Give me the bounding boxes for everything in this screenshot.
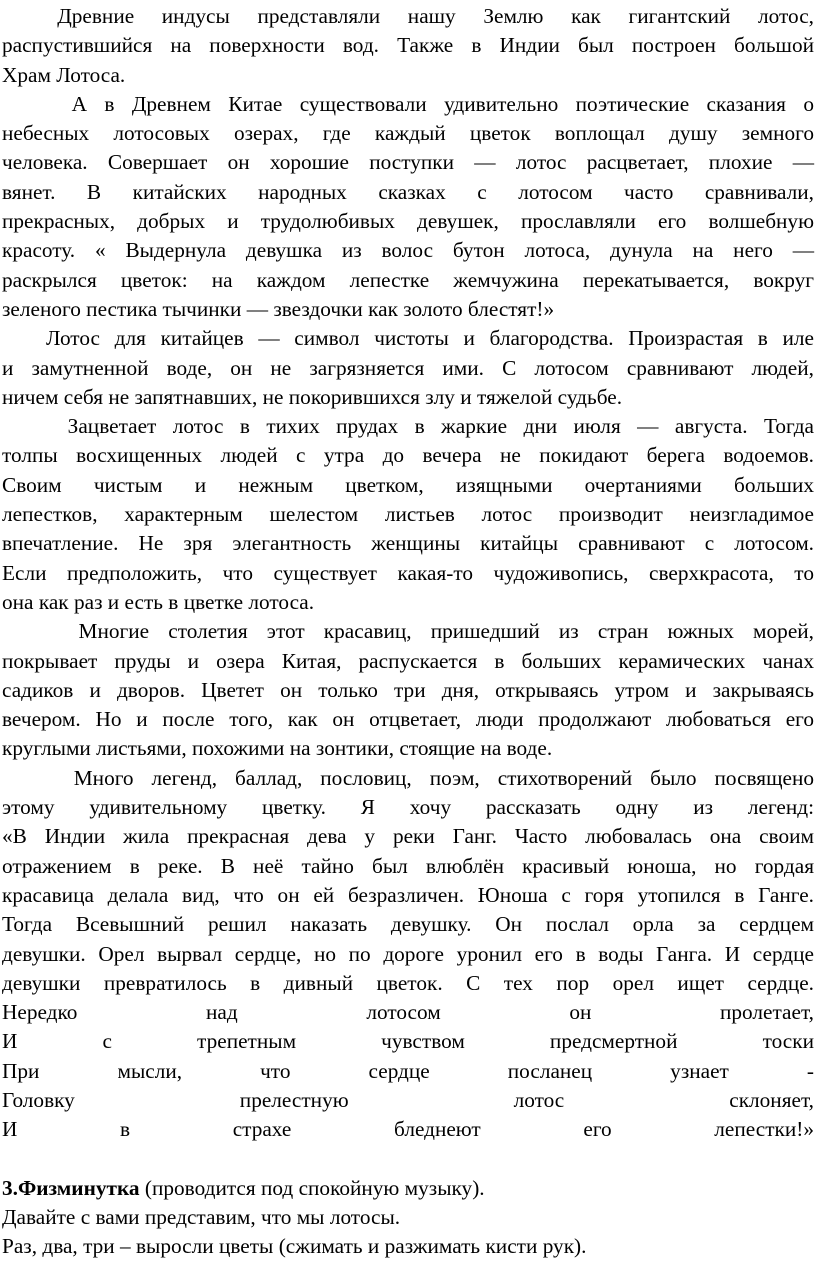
paragraph-2 — [0, 90, 816, 324]
text-line: девушки превратилось в дивный цветок. С тех пор орел ищет сердце. — [2, 970, 814, 995]
text-line: Зацветает лотос в тихих прудах в жаркие дни июля — августа. Тогда — [2, 414, 814, 439]
paragraph-5 — [0, 617, 816, 763]
text-line: Если предположить, что существует какая-то чудоживопись, сверхкрасота, то — [2, 560, 814, 585]
text-line: Многие столетия этот красавиц, пришедший из стран южных морей, — [2, 619, 814, 644]
text-line: Лотос для китайцев — символ чистоты и благородства. Произрастая в иле — [2, 326, 814, 351]
text-line: Тогда Всевышний решил наказать девушку. Он послал орла за сердцем — [2, 912, 814, 937]
poem-line: Головку прелестную лотос склоняет, — [2, 1087, 814, 1112]
text-line: отражением в реке. В неё тайно был влюблён красивый юноша, но гордая — [2, 853, 814, 878]
text-line: красавица делала вид, что он ей безразличен. Юноша с горя утопился в Ганге. — [2, 882, 814, 907]
text-line: Давайте с вами представим, что мы лотосы. — [2, 1205, 401, 1230]
section-heading-line — [0, 1174, 816, 1203]
section-heading-note: (проводится под спокойную музыку). — [139, 1175, 485, 1200]
text-line: вечером. Но и после того, как он отцветает, люди продолжают любоваться его — [2, 707, 814, 732]
text-line: круглыми листьями, похожими на зонтики, стоящие на воде. — [2, 736, 553, 761]
text-line: Древние индусы представляли нашу Землю как гигантский лотос, — [2, 4, 814, 28]
text-line: Своим чистым и нежным цветком, изящными очертаниями больших — [2, 472, 814, 497]
poem-line: При мысли, что сердце посланец узнает - — [2, 1058, 814, 1083]
text-line: впечатление. Не зря элегантность женщины китайцы сравнивают с лотосом. — [2, 531, 814, 556]
text-line: и замутненной воде, он не загрязняется ими. С лотосом сравнивают людей, — [2, 355, 814, 380]
text-line: покрывает пруды и озера Китая, распускается в больших керамических чанах — [2, 648, 814, 673]
text-line: толпы восхищенных людей с утра до вечера не покидают берега водоемов. — [2, 443, 814, 468]
section-3 — [0, 1174, 816, 1262]
text-line: садиков и дворов. Цветет он только три дня, открываясь утром и закрываясь — [2, 677, 814, 702]
text-line: красоту. « Выдернула девушка из волос бутон лотоса, дунула на него — — [2, 238, 814, 263]
paragraph-3 — [0, 324, 816, 412]
text-line: Храм Лотоса. — [2, 62, 126, 87]
text-line: раскрылся цветок: на каждом лепестке жемчужина перекатывается, вокруг — [2, 267, 814, 292]
text-line: распустившийся на поверхности вод. Также в Индии был построен большой — [2, 33, 814, 58]
text-line: она как раз и есть в цветке лотоса. — [2, 589, 315, 614]
text-line: зеленого пестика тычинки — звездочки как золото блестят!» — [2, 296, 555, 321]
text-line: вянет. В китайских народных сказках с лотосом часто сравнивали, — [2, 179, 814, 204]
text-line: Много легенд, баллад, пословиц, поэм, стихотворений было посвящено — [2, 765, 814, 790]
paragraph-4 — [0, 412, 816, 617]
paragraph-6 — [0, 764, 816, 1145]
text-line: этому удивительному цветку. Я хочу рассказать одну из легенд: — [2, 795, 814, 820]
text-line: прекрасных, добрых и трудолюбивых девушек, прославляли его волшебную — [2, 209, 814, 234]
poem-line: Нередко над лотосом он пролетает, — [2, 1000, 814, 1025]
text-line: небесных лотосовых озерах, где каждый цветок воплощал душу земного — [2, 121, 814, 146]
poem-line: И с трепетным чувством предсмертной тоски — [2, 1029, 814, 1054]
text-line: человека. Совершает он хорошие поступки — лотос расцветает, плохие — — [2, 150, 814, 175]
text-line: девушки. Орел вырвал сердце, но по дороге уронил его в воды Ганга. И сердце — [2, 941, 814, 966]
text-line: «В Индии жила прекрасная дева у реки Ганг. Часто любовалась она своим — [2, 824, 814, 849]
poem-line: И в страхе бледнеют его лепестки!» — [2, 1117, 814, 1142]
blank-line — [0, 1145, 816, 1174]
text-line: А в Древнем Китае существовали удивительно поэтические сказания о — [2, 91, 814, 116]
text-line: лепестков, характерным шелестом листьев лотос производит неизгладимое — [2, 502, 814, 527]
paragraph-1 — [0, 2, 816, 90]
section-heading: 3.Физминутка — [2, 1175, 140, 1200]
text-line: Раз, два, три – выросли цветы (сжимать и разжимать кисти рук). — [2, 1234, 587, 1259]
text-line: ничем себя не запятнавших, не покорившихся злу и тяжелой судьбе. — [2, 384, 623, 409]
